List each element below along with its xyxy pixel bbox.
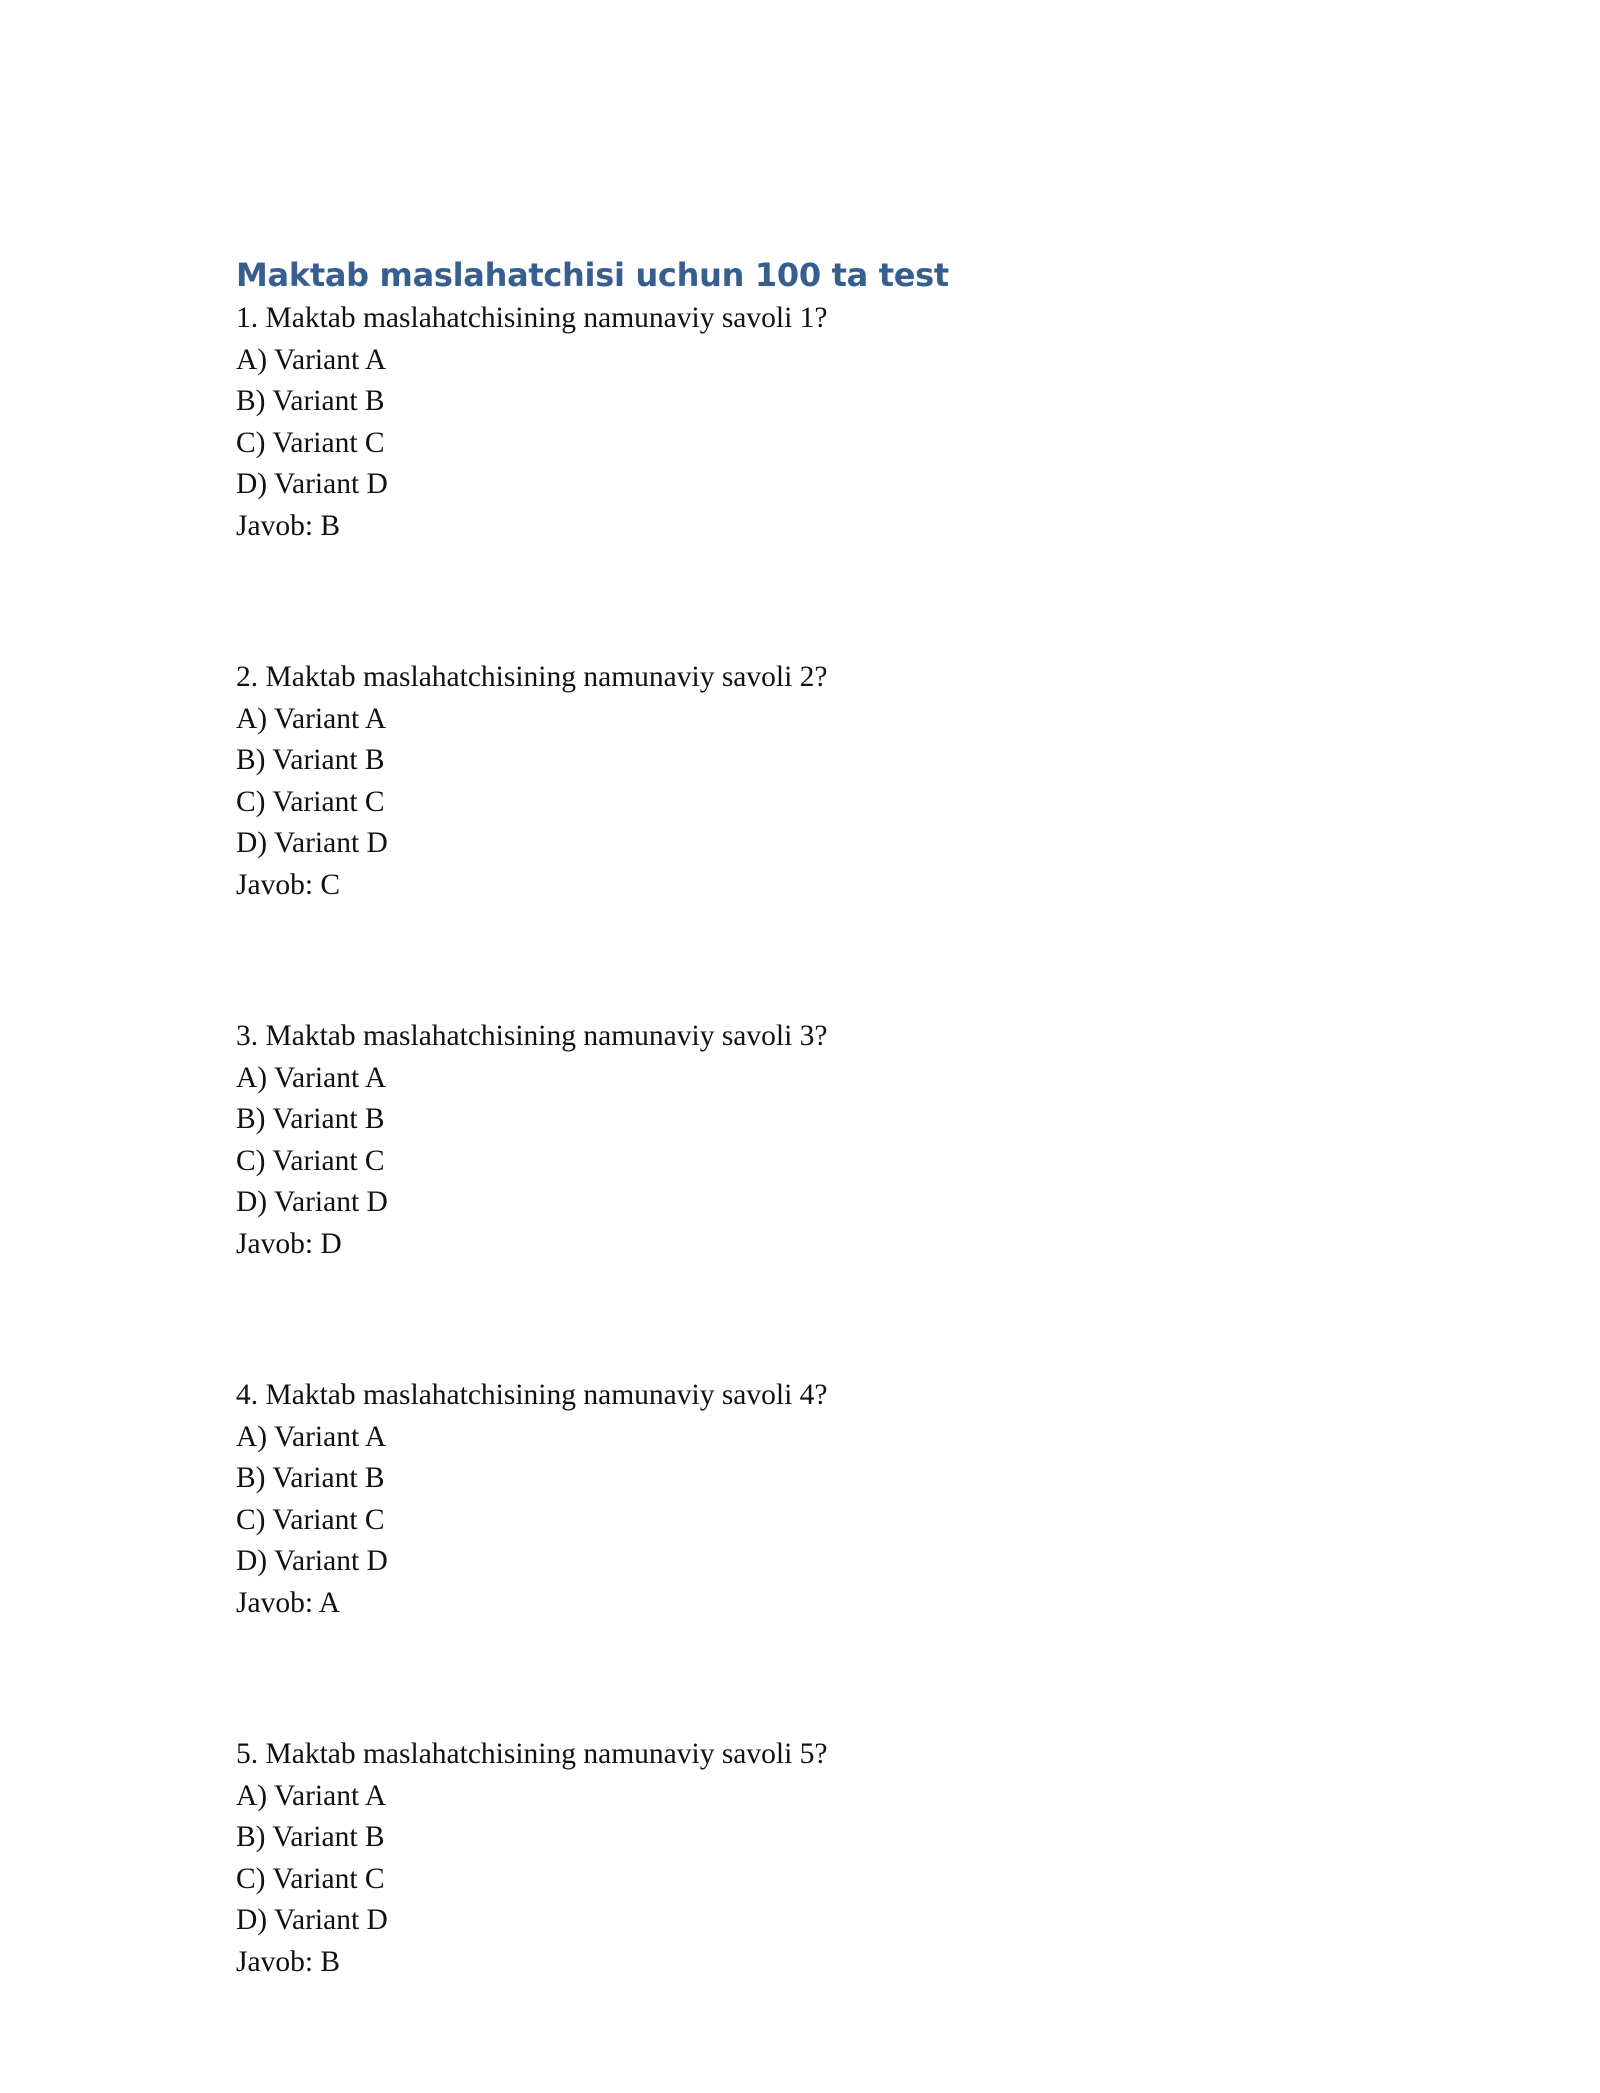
option-d: D) Variant D (236, 827, 388, 859)
option-b: B) Variant B (236, 1821, 385, 1853)
option-a: A) Variant A (236, 1061, 387, 1094)
option-a: A) Variant A (236, 1779, 387, 1812)
answer-text: Javob: D (236, 1227, 342, 1260)
option-b: B) Variant B (236, 1103, 385, 1135)
option-d: D) Variant D (236, 1545, 388, 1577)
answer-text: Javob: A (236, 1586, 341, 1619)
option-c: C) Variant C (236, 1503, 385, 1536)
option-c: C) Variant C (236, 1144, 385, 1177)
option-c: C) Variant C (236, 785, 385, 818)
option-d: D) Variant D (236, 1904, 388, 1936)
answer-text: Javob: B (236, 1945, 341, 1978)
option-a: A) Variant A (236, 702, 387, 735)
option-a: A) Variant A (236, 1420, 387, 1453)
question-text: 4. Maktab maslahatchisining namunaviy savoli 4? (236, 1379, 828, 1411)
option-b: B) Variant B (236, 385, 385, 417)
document-title: Maktab maslahatchisi uchun 100 ta test (236, 256, 949, 294)
question-text: 5. Maktab maslahatchisining namunaviy savoli 5? (236, 1738, 828, 1770)
question-block (236, 1734, 1366, 1983)
answer-text: Javob: B (236, 509, 341, 542)
option-b: B) Variant B (236, 744, 385, 776)
question-text: 3. Maktab maslahatchisining namunaviy savoli 3? (236, 1020, 828, 1052)
option-c: C) Variant C (236, 1862, 385, 1895)
question-block (236, 1016, 1366, 1265)
question-block (236, 298, 1366, 547)
option-c: C) Variant C (236, 426, 385, 459)
question-text: 1. Maktab maslahatchisining namunaviy savoli 1? (236, 302, 828, 334)
question-block (236, 1375, 1366, 1624)
option-a: A) Variant A (236, 343, 387, 376)
question-text: 2. Maktab maslahatchisining namunaviy savoli 2? (236, 661, 828, 693)
answer-text: Javob: C (236, 868, 341, 901)
document-content (236, 252, 1366, 2093)
option-d: D) Variant D (236, 1186, 388, 1218)
option-d: D) Variant D (236, 468, 388, 500)
question-block (236, 657, 1366, 906)
option-b: B) Variant B (236, 1462, 385, 1494)
